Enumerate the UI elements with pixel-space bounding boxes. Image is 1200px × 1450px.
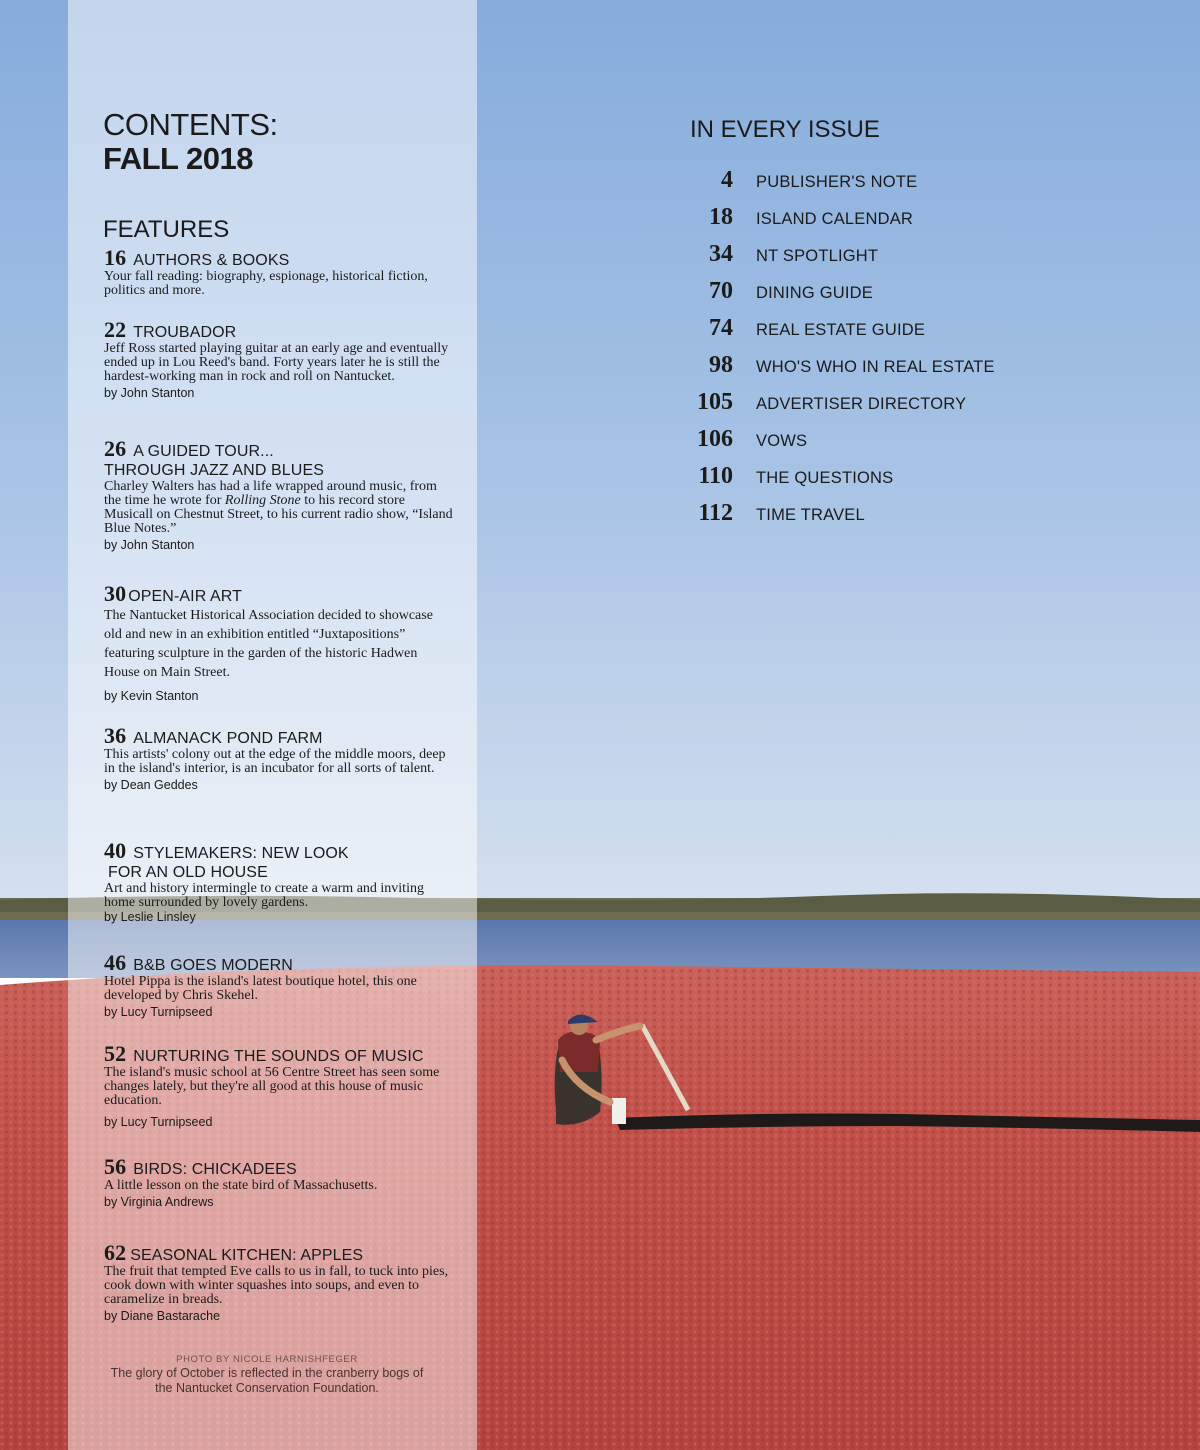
every-issue-label: PUBLISHER'S NOTE [756, 173, 918, 191]
every-issue-page-number: 18 [709, 204, 733, 230]
feature-byline: by Kevin Stanton [104, 689, 199, 703]
feature-title: BIRDS: CHICKADEES [133, 1161, 297, 1178]
every-issue-item[interactable] [680, 352, 1040, 389]
every-issue-item[interactable] [680, 315, 1040, 352]
feature-item[interactable] [104, 723, 454, 793]
feature-item[interactable] [104, 245, 454, 298]
feature-title: OPEN-AIR ART [128, 588, 243, 605]
feature-subtitle: THROUGH JAZZ AND BLUES [104, 462, 325, 479]
feature-description-part: to his record store Musicall on Chestnut Street, to his current radio show, “Island Blue Notes.” [104, 493, 453, 536]
feature-description: Your fall reading: biography, espionage, historical fiction, politics and more. [104, 269, 428, 298]
every-issue-item[interactable] [680, 463, 1040, 500]
photo-credit: PHOTO BY NICOLE HARNISHFEGER [176, 1354, 358, 1365]
every-issue-label: ISLAND CALENDAR [756, 210, 914, 228]
feature-page-number: 62 [104, 1240, 127, 1265]
feature-byline: by Lucy Turnipseed [104, 1005, 213, 1019]
feature-title: B&B GOES MODERN [133, 957, 293, 974]
contents-title [103, 108, 278, 176]
every-issue-page-number: 105 [697, 389, 733, 415]
every-issue-list [680, 167, 1040, 537]
feature-item[interactable] [104, 436, 454, 553]
feature-title: STYLEMAKERS: NEW LOOK [133, 845, 349, 862]
feature-title-line [104, 950, 454, 975]
feature-description: The island's music school at 56 Centre Street has seen some changes lately, but they're all good at this house of music education. [104, 1065, 440, 1108]
feature-page-number: 16 [104, 245, 127, 270]
features-heading: FEATURES [103, 216, 230, 243]
feature-byline: by John Stanton [104, 538, 195, 552]
feature-description: Art and history intermingle to create a warm and inviting home surrounded by lovely gardens. [104, 881, 424, 910]
every-issue-label: VOWS [756, 432, 808, 450]
issue-label: FALL 2018 [103, 141, 254, 176]
feature-item[interactable] [104, 1041, 464, 1130]
feature-title: TROUBADOR [133, 324, 237, 341]
every-issue-item[interactable] [680, 204, 1040, 241]
every-issue-page-number: 98 [709, 352, 733, 378]
feature-title: A GUIDED TOUR... [133, 443, 274, 460]
feature-description-part: Charley Walters has had a life wrapped around music, from the time he wrote for [104, 479, 437, 508]
every-issue-item[interactable] [680, 426, 1040, 463]
every-issue-label: ADVERTISER DIRECTORY [756, 395, 967, 413]
feature-title-line [104, 1041, 464, 1066]
feature-byline: by Dean Geddes [104, 778, 198, 792]
feature-page-number: 56 [104, 1154, 127, 1179]
every-issue-item[interactable] [680, 241, 1040, 278]
every-issue-page-number: 112 [698, 500, 733, 526]
feature-description: The fruit that tempted Eve calls to us in fall, to tuck into pies, cook down with winter squashes into soups, and even to caramelize in breads. [104, 1264, 449, 1307]
feature-page-number: 52 [104, 1041, 127, 1066]
feature-description: Hotel Pippa is the island's latest boutique hotel, this one developed by Chris Skehel. [104, 974, 417, 1003]
feature-page-number: 46 [104, 950, 127, 975]
every-issue-label: NT SPOTLIGHT [756, 247, 879, 265]
every-issue-heading: IN EVERY ISSUE [690, 116, 880, 143]
feature-subtitle: FOR AN OLD HOUSE [108, 864, 268, 881]
contents-label: CONTENTS: [103, 107, 278, 142]
feature-description [104, 480, 454, 536]
magazine-title-reference: Rolling Stone [224, 493, 301, 508]
feature-item[interactable] [104, 581, 454, 704]
every-issue-label: DINING GUIDE [756, 284, 873, 302]
feature-title-line [104, 838, 454, 882]
every-issue-page-number: 70 [709, 278, 733, 304]
feature-page-number: 26 [104, 436, 127, 461]
caption-text: The glory of October is reflected in the cranberry bogs of the Nantucket Conservation Foundation. [110, 1366, 424, 1395]
every-issue-label: REAL ESTATE GUIDE [756, 321, 926, 339]
feature-page-number: 30 [104, 581, 127, 606]
feature-page-number: 36 [104, 723, 127, 748]
every-issue-item[interactable] [680, 167, 1040, 204]
feature-page-number: 40 [104, 838, 127, 863]
feature-byline: by John Stanton [104, 386, 195, 400]
every-issue-page-number: 110 [698, 463, 733, 489]
feature-title-line [104, 1240, 454, 1265]
every-issue-page-number: 34 [709, 241, 733, 267]
feature-description: This artists' colony out at the edge of the middle moors, deep in the island's interior, is an incubator for all sorts of talent. [104, 747, 446, 776]
feature-byline: by Diane Bastarache [104, 1309, 221, 1323]
feature-title: ALMANACK POND FARM [133, 730, 323, 747]
photo-caption [110, 1354, 424, 1396]
feature-byline: by Lucy Turnipseed [104, 1115, 213, 1129]
feature-title-line [104, 436, 454, 480]
feature-title: SEASONAL KITCHEN: APPLES [130, 1247, 364, 1264]
feature-description: Jeff Ross started playing guitar at an early age and eventually ended up in Lou Reed's band. Forty years later he is still the hardest-working man in rock and roll on Nantucket. [104, 341, 449, 384]
feature-title-line [104, 317, 454, 342]
feature-title-line [104, 581, 454, 606]
feature-item[interactable] [104, 1240, 454, 1324]
every-issue-page-number: 106 [697, 426, 733, 452]
feature-item[interactable] [104, 1154, 454, 1210]
every-issue-page-number: 74 [709, 315, 733, 341]
feature-description: A little lesson on the state bird of Massachusetts. [104, 1178, 378, 1193]
feature-title: AUTHORS & BOOKS [133, 252, 290, 269]
feature-description: The Nantucket Historical Association decided to showcase old and new in an exhibition entitled “Juxtapositions” featuring sculpture in the garden of the historic Hadwen House on Main Street. [104, 608, 433, 680]
every-issue-page-number: 4 [721, 167, 733, 193]
every-issue-label: WHO'S WHO IN REAL ESTATE [756, 358, 995, 376]
feature-title-line [104, 723, 454, 748]
every-issue-item[interactable] [680, 389, 1040, 426]
every-issue-item[interactable] [680, 278, 1040, 315]
every-issue-label: THE QUESTIONS [756, 469, 894, 487]
feature-item[interactable] [104, 317, 454, 401]
feature-page-number: 22 [104, 317, 127, 342]
feature-byline: by Virginia Andrews [104, 1195, 214, 1209]
feature-item[interactable] [104, 838, 454, 925]
feature-title: NURTURING THE SOUNDS OF MUSIC [133, 1048, 424, 1065]
feature-byline: by Leslie Linsley [104, 910, 196, 924]
every-issue-item[interactable] [680, 500, 1040, 537]
feature-item[interactable] [104, 950, 454, 1020]
feature-title-line [104, 1154, 454, 1179]
every-issue-label: TIME TRAVEL [756, 506, 865, 524]
feature-title-line [104, 245, 454, 270]
